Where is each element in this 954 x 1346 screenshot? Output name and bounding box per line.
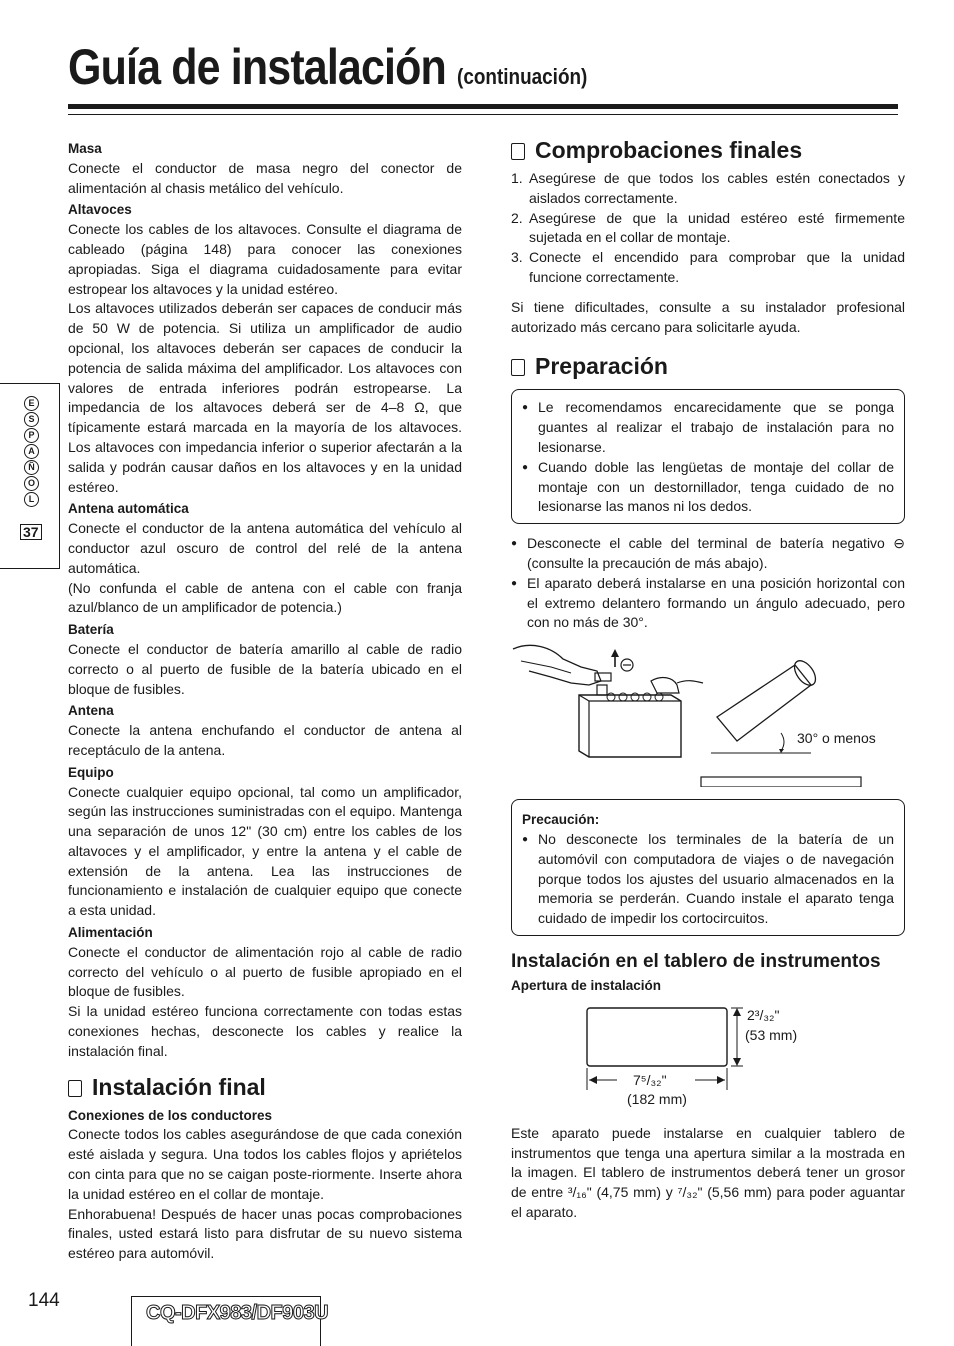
- tablero-text: Este aparato puede instalarse en cualquier tablero de instrumentos que tenga una apertura similar a la mostrada en la imagen. El tablero de instrumentos deberá tener un grosor de entre ³/₁₆" (4,75 mm) y ⁷/₃₂" (5,56 mm) para poder aguantar el aparato.: [511, 1124, 905, 1220]
- conexiones-text-1: Conecte todos los cables asegurándose de que cada conexión esté aislada y segura. Una todos los cables flojos y apriételos con cinta para que no se caigan poste-riormente. Inserte ahora la unidad estéreo en el collar de montaje.: [68, 1126, 462, 1202]
- antena-automatica-text-1: Conecte el conductor de la antena automática del vehículo al conductor azul oscuro de control del relé de la antena automática.: [68, 520, 462, 576]
- side-letter: P: [24, 428, 39, 443]
- preparacion-list: [511, 534, 905, 633]
- alimentacion-text-2: Si la unidad estéreo funciona correctamente con todas estas conexiones hechas, desconecte los cables y realice la instalación final.: [68, 1003, 462, 1059]
- antena-automatica-heading: Antena automática: [68, 501, 189, 517]
- section-box-icon: [68, 1080, 82, 1097]
- opening-height-mm: (53 mm): [745, 1026, 798, 1043]
- masa-text: Conecte el conductor de masa negro del conector de alimentación al chasis metálico del vehículo.: [68, 159, 462, 196]
- alimentacion-heading: Alimentación: [68, 925, 153, 941]
- comprobaciones-heading: Comprobaciones finales: [511, 135, 905, 165]
- right-column: [511, 137, 905, 1223]
- bullet-icon: ●: [511, 577, 518, 589]
- bullet-icon: ●: [522, 833, 529, 845]
- list-item: 3. Conecte el encendido para comprobar que la unidad funcione correctamente.: [511, 249, 905, 285]
- alimentacion-text-1: Conecte el conductor de alimentación rojo al cable de radio correcto del vehículo o al puerto de fusible apropiado en el bloque de fusibles.: [68, 943, 462, 1000]
- comprobaciones-list: [511, 169, 905, 288]
- preparacion-heading: Preparación: [511, 351, 905, 381]
- battery-hand-icon: [511, 637, 905, 787]
- preparacion-warning-box: [511, 389, 905, 524]
- header-rule: [68, 104, 898, 109]
- section-box-icon: [511, 143, 525, 160]
- apertura-heading: Apertura de instalación: [511, 977, 662, 993]
- opening-dimensions-icon: [511, 1004, 905, 1114]
- side-letter: A: [24, 444, 39, 459]
- list-item: 2. Asegúrese de que la unidad estéreo esté firmemente sujetada en el collar de montaje.: [511, 209, 905, 246]
- altavoces-text-1: Conecte los cables de los altavoces. Consulte el diagrama de cableado (página 148) para conocer las conexiones apropiadas. Siga el diagrama cuidadosamente para evitar estropear los altavoces y la unidad estéreo.: [68, 221, 462, 297]
- header-rule-thin: [68, 114, 898, 115]
- angle-label: 30° o menos: [797, 730, 876, 747]
- masa-heading: Masa: [68, 141, 102, 156]
- section-box-icon: [511, 359, 525, 376]
- list-item: ● No desconecte los terminales de la batería de un automóvil con computadora de viajes o de navegación porque todos los ajustes del usuario almacenados en la memoria se perderán. Cuando instale el aparato tenga cuidado de impedir los cortocircuitos.: [522, 830, 894, 929]
- side-letter: O: [24, 476, 39, 491]
- model-name: CQ-DFX983/DF903U: [146, 1302, 329, 1324]
- conexiones-text-2: Enhorabuena! Después de hacer unas pocas comprobaciones finales, usted estará listo para disfrutar de su nuevo sistema estéreo para automóvil.: [68, 1205, 462, 1262]
- apertura-diagram: [511, 1004, 905, 1114]
- opening-height-label: 2³/₃₂": [747, 1006, 780, 1023]
- left-column: [68, 137, 462, 1264]
- bullet-icon: ●: [522, 402, 529, 414]
- side-section-number: 37: [20, 524, 42, 540]
- bullet-icon: ●: [511, 538, 518, 550]
- opening-width-mm: (182 mm): [627, 1090, 687, 1107]
- bateria-text: Conecte el conductor de batería amarillo al cable de radio correcto o al puerto de fusible de la batería ubicado en el bloque de fusibles.: [68, 640, 462, 697]
- tablero-heading: Instalación en el tablero de instrumentos: [511, 950, 881, 972]
- bateria-heading: Batería: [68, 622, 114, 638]
- list-item: ● Le recomendamos encarecidamente que se ponga guantes al realizar el trabajo de instalación para no lesionarse.: [522, 398, 894, 457]
- angled-unit-icon: [701, 657, 861, 787]
- instalacion-final-heading: Instalación final: [68, 1072, 462, 1102]
- side-letter: L: [24, 492, 39, 507]
- antena-text: Conecte la antena enchufando el conductor de antena al receptáculo de la antena.: [68, 722, 462, 758]
- equipo-heading: Equipo: [68, 764, 114, 780]
- list-item: ● El aparato deberá instalarse en una posición horizontal con el extremo delantero formando un ángulo adecuado, pero con no más de 30°.: [511, 574, 905, 633]
- side-letter: E: [24, 396, 39, 411]
- page-title: Guía de instalación (continuación): [68, 39, 588, 95]
- bullet-icon: ●: [522, 461, 529, 473]
- altavoces-heading: Altavoces: [68, 202, 132, 218]
- list-item: 1. Asegúrese de que todos los cables estén conectados y aislados correctamente.: [511, 170, 905, 206]
- page-subtitle: (continuación): [457, 64, 588, 89]
- page-number: 144: [28, 1290, 60, 1311]
- equipo-text: Conecte cualquier equipo opcional, tal como un amplificador, según las instrucciones suministradas con el equipo. Mantenga una separación de unos 12" (30 cm) entre los cables de los altavoces y el amplificador, y entre la antena y el cable de extensión de la antena. Lea las instrucciones de funcionamiento e instalación de cualquier equipo que conecte a esta unidad.: [68, 783, 462, 919]
- list-item: ● Desconecte el cable del terminal de batería negativo ⊖ (consulte la precaución de más abajo).: [511, 534, 905, 574]
- installation-illustration: [511, 637, 905, 787]
- antena-heading: Antena: [68, 703, 114, 719]
- side-language-letters: [24, 396, 40, 508]
- side-letter: S: [24, 412, 39, 427]
- precaucion-box: [511, 799, 905, 936]
- dificultades-text: Si tiene dificultades, consulte a su instalador profesional autorizado más cercano para solicitarle ayuda.: [511, 298, 905, 335]
- altavoces-text-2: Los altavoces utilizados deberán ser capaces de conducir más de 50 W de potencia. Si utiliza un amplificador de audio opcional, los altavoces deberán ser capaces de conducir la potencia de salida máxima del amplificador. Los altavoces con valores de entrada inferiores podrán estropearse. La impedancia de los altavoces deberá ser de 4–8 Ω, que típicamente estará marcada en la mayoría de los altavoces. Los altavoces con impedancia inferior o superior afectarán a la salida y podrán causar daños en los altavoces y en la unidad estéreo.: [68, 300, 462, 495]
- precaucion-heading: Precaución:: [522, 812, 600, 828]
- opening-width-label: 7⁵/₃₂": [633, 1071, 667, 1088]
- list-item: ● Cuando doble las lengüetas de montaje del collar de montaje con un destornillador, tenga cuidado de no lesionarse las manos ni los dedos.: [522, 458, 894, 517]
- page-header: [68, 38, 898, 98]
- antena-automatica-text-2: (No confunda el cable de antena con el cable con franja azul/blanco de un amplificador de potencia.): [68, 579, 462, 616]
- side-letter: Ñ: [24, 460, 39, 475]
- conexiones-heading: Conexiones de los conductores: [68, 1107, 273, 1123]
